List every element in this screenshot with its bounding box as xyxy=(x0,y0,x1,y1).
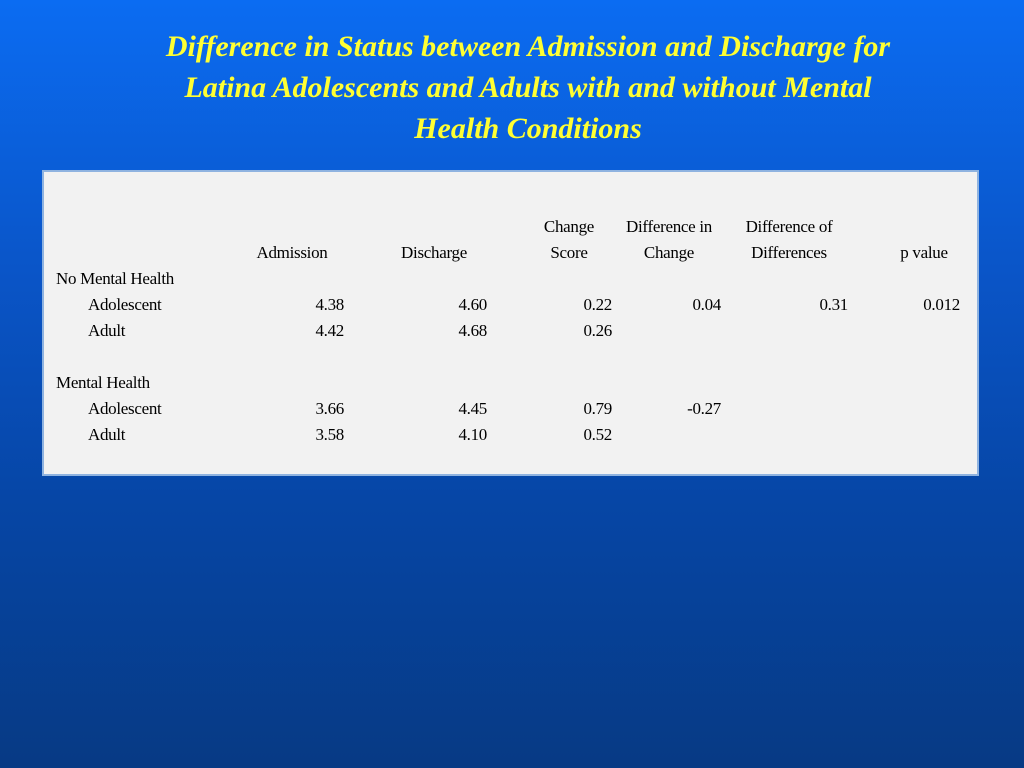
header-difference-of-differences-line2: Differences xyxy=(751,243,827,262)
row-label-adult: Adult xyxy=(88,321,126,340)
cell-admission: 3.58 xyxy=(315,425,344,444)
header-p-value: p value xyxy=(900,243,948,262)
cell-admission: 3.66 xyxy=(315,399,344,418)
title-line-3: Health Conditions xyxy=(414,112,642,145)
cell-discharge: 4.45 xyxy=(458,399,487,418)
cell-admission: 4.42 xyxy=(315,321,344,340)
cell-difference-of-differences: 0.31 xyxy=(819,295,848,314)
title-line-2: Latina Adolescents and Adults with and without Mental xyxy=(184,71,872,104)
row-label-adolescent: Adolescent xyxy=(88,295,162,314)
data-table xyxy=(42,170,979,476)
row-label-adolescent: Adolescent xyxy=(88,399,162,418)
header-difference-of-differences-line1: Difference of xyxy=(745,217,833,236)
cell-change-score: 0.79 xyxy=(583,399,612,418)
cell-discharge: 4.68 xyxy=(458,321,487,340)
header-discharge: Discharge xyxy=(401,243,467,262)
group-label-mental-health: Mental Health xyxy=(56,373,150,392)
header-difference-in-change-line1: Difference in xyxy=(626,217,712,236)
header-change-score-line2: Score xyxy=(550,243,588,262)
header-difference-in-change-line2: Change xyxy=(643,243,695,262)
slide-title xyxy=(60,26,996,149)
cell-discharge: 4.60 xyxy=(458,295,487,314)
header-change-score-line1: Change xyxy=(543,217,595,236)
cell-change-score: 0.52 xyxy=(583,425,612,444)
header-admission: Admission xyxy=(256,243,328,262)
cell-change-score: 0.22 xyxy=(583,295,612,314)
title-line-1: Difference in Status between Admission and Discharge for xyxy=(165,30,891,63)
cell-p-value: 0.012 xyxy=(923,295,960,314)
cell-change-score: 0.26 xyxy=(583,321,612,340)
cell-difference-in-change: -0.27 xyxy=(687,399,721,418)
cell-admission: 4.38 xyxy=(315,295,344,314)
row-label-adult: Adult xyxy=(88,425,126,444)
cell-discharge: 4.10 xyxy=(458,425,487,444)
cell-difference-in-change: 0.04 xyxy=(692,295,721,314)
group-label-no-mental-health: No Mental Health xyxy=(56,269,174,288)
